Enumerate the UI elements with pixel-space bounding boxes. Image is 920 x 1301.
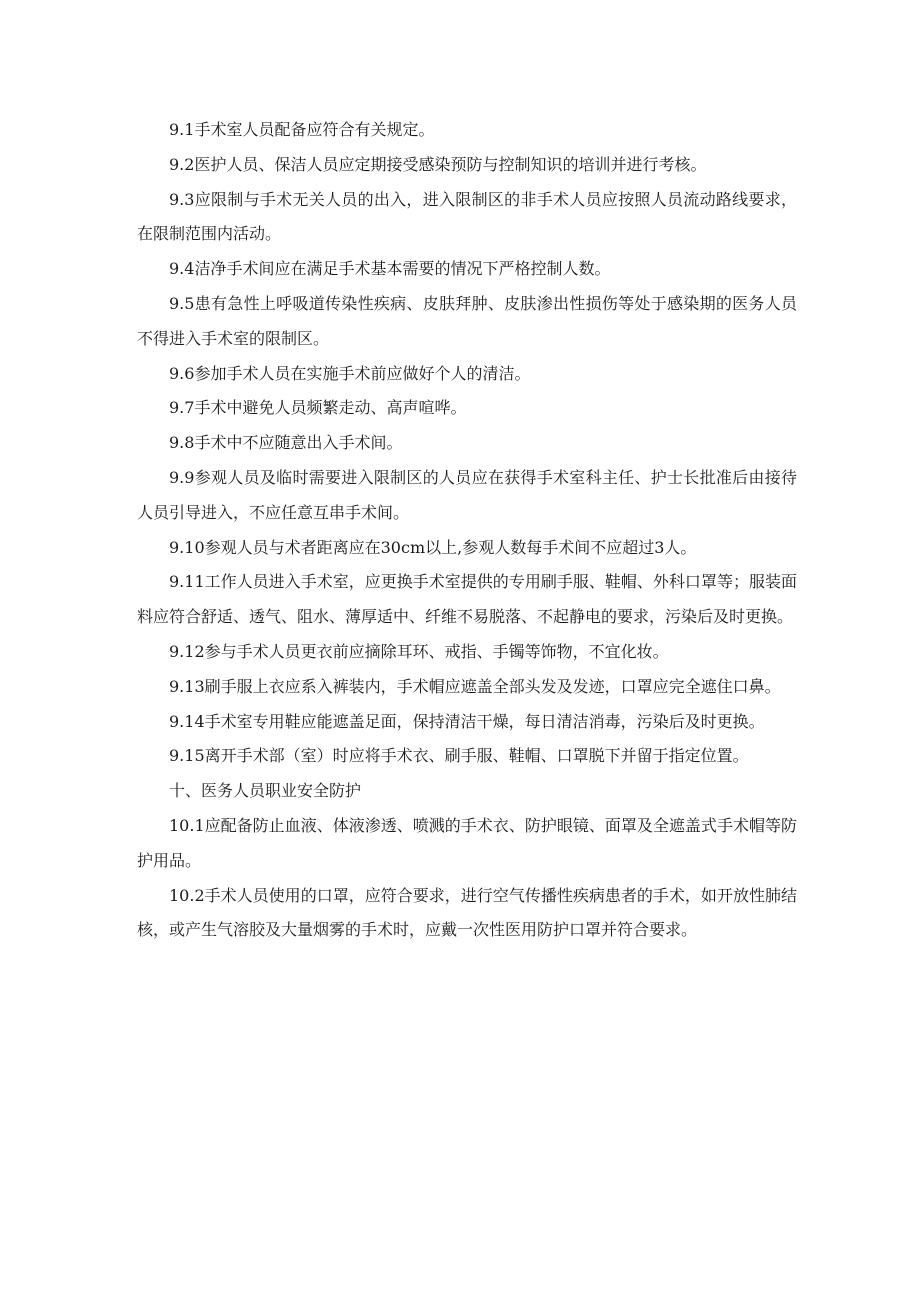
paragraph-9-12: 9.12参与手术人员更衣前应摘除耳环、戒指、手镯等饰物，不宜化妆。	[169, 641, 669, 661]
paragraph-9-5: 9.5患有急性上呼吸道传染性疾病、皮肤拜肿、皮肤渗出性损伤等处于感染期的医务人员不得进入手术室的限制区。	[137, 293, 797, 348]
section-heading-10: 十、医务人员职业安全防护	[169, 781, 362, 801]
paragraph-9-14: 9.14手术室专用鞋应能遮盖足面，保持清洁干燥，每日清洁消毒，污染后及时更换。	[169, 711, 765, 731]
paragraph-9-11: 9.11工作人员进入手术室，应更换手术室提供的专用刷手服、鞋帽、外科口罩等；服装面料应符合舒适、透气、阻水、薄厚适中、纤维不易脱落、不起静电的要求，污染后及时更换。	[137, 572, 797, 627]
paragraph-10-2: 10.2手术人员使用的口罩，应符合要求，进行空气传播性疾病患者的手术，如开放性肺结核，或产生气溶胶及大量烟雾的手术时，应戴一次性医用防护口罩并符合要求。	[137, 885, 797, 940]
paragraph-9-1: 9.1手术室人员配备应符合有关规定。	[169, 120, 435, 139]
paragraph-9-13: 9.13刷手服上衣应系入裤装内，手术帽应遮盖全部头发及发迹，口罩应完全遮住口鼻。	[169, 676, 781, 696]
paragraph-9-6: 9.6参加手术人员在实施手术前应做好个人的清洁。	[169, 363, 531, 383]
paragraph-9-3: 9.3应限制与手术无关人员的出入，进入限制区的非手术人员应按照人员流动路线要求，在限制范围内活动。	[137, 189, 797, 244]
paragraph-9-9: 9.9参观人员及临时需要进入限制区的人员应在获得手术室科主任、护士长批准后由接待人员引导进入，不应任意互串手术间。	[137, 467, 797, 522]
paragraph-9-7: 9.7手术中避免人员频繁走动、高声喧哗。	[169, 398, 467, 418]
document-body	[137, 113, 797, 948]
paragraph-9-2: 9.2医护人员、保洁人员应定期接受感染预防与控制知识的培训并进行考核。	[169, 154, 707, 174]
paragraph-9-10: 9.10参观人员与术者距离应在30cm以上,参观人数每手术间不应超过3人。	[169, 537, 697, 557]
paragraph-9-4: 9.4洁净手术间应在满足手术基本需要的情况下严格控制人数。	[169, 259, 611, 279]
paragraph-9-8: 9.8手术中不应随意出入手术间。	[169, 433, 403, 453]
paragraph-10-1: 10.1应配备防止血液、体液渗透、喷溅的手术衣、防护眼镜、面罩及全遮盖式手术帽等防护用品。	[137, 815, 797, 870]
paragraph-9-15: 9.15离开手术部（室）时应将手术衣、刷手服、鞋帽、口罩脱下并留于指定位置。	[169, 746, 749, 766]
